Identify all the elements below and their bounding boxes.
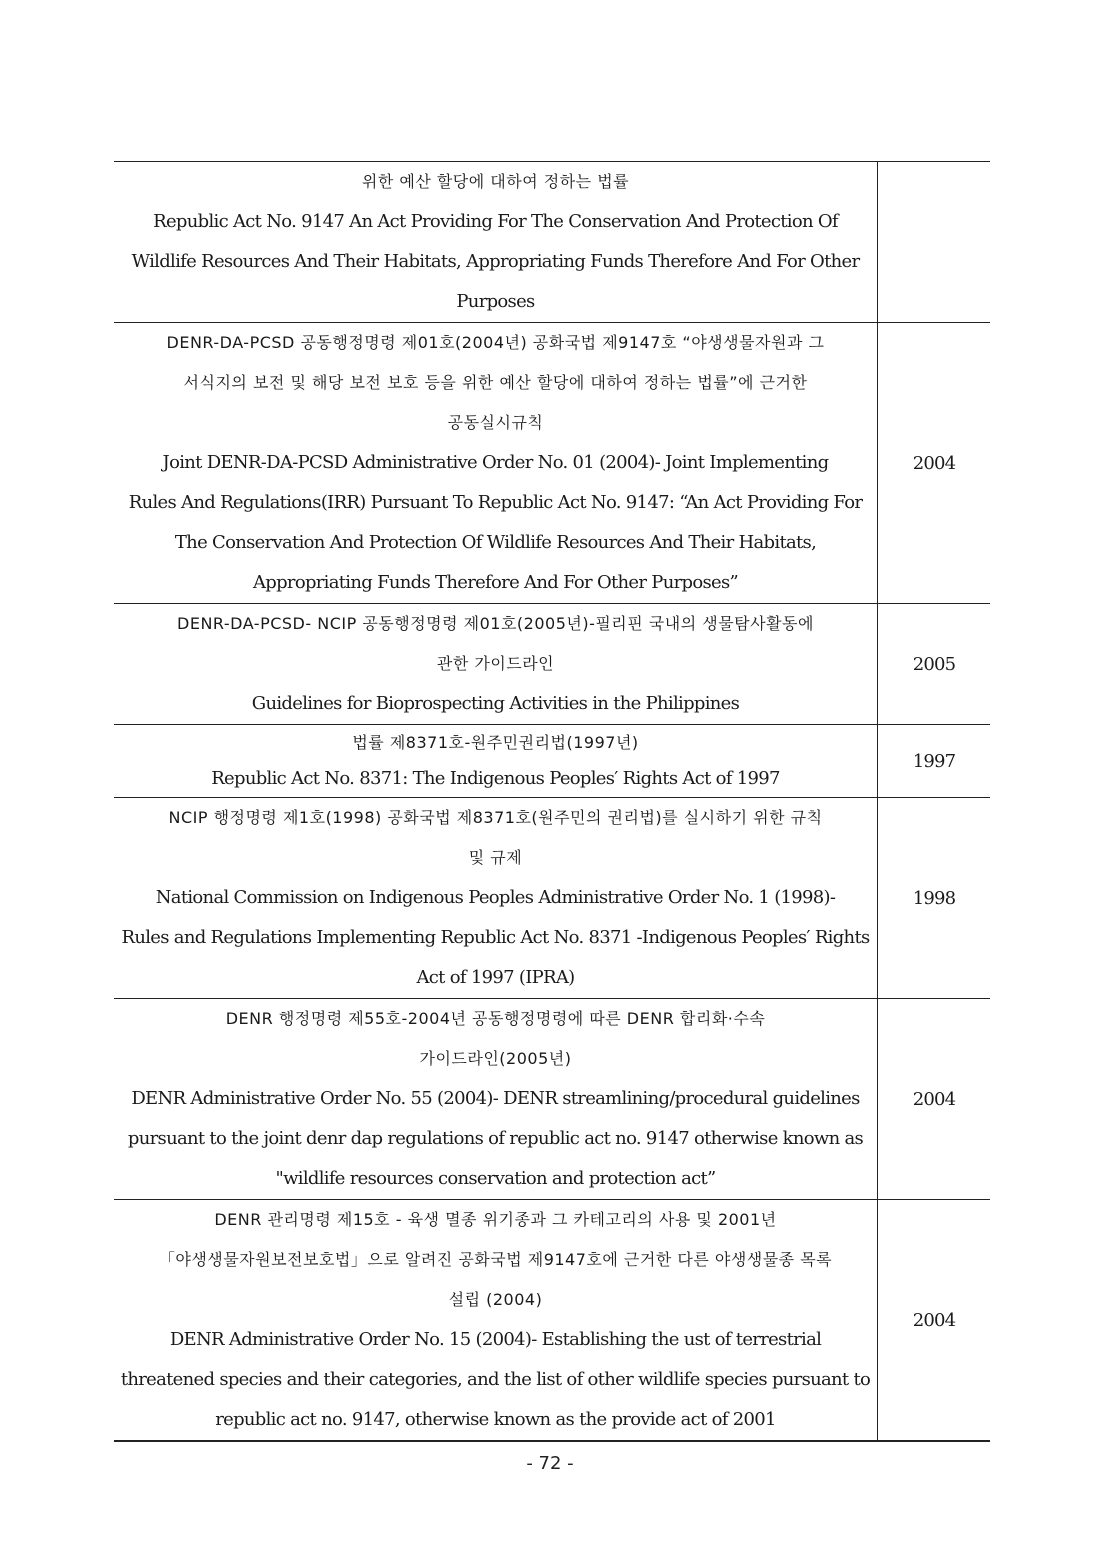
title-line-en: Appropriating Funds Therefore And For Other Purposes” [252,572,739,593]
year-cell [878,162,991,323]
year-cell: 2004 [912,1309,956,1331]
title-line-ko: 위한 예산 할당에 대하여 정하는 법률 [361,172,630,191]
title-line-ko: 관한 가이드라인 [436,654,555,673]
title-line-en: threatened species and their categories, and the list of other wildlife species pursuant to [120,1369,871,1390]
title-cell [114,725,878,798]
title-line-ko: DENR-DA-PCSD- NCIP 공동행정명령 제01호(2005년)-필리핀 국내의 생물탐사활동에 [177,614,814,633]
title-line-en: The Conservation And Protection Of Wildlife Resources And Their Habitats, [174,532,817,553]
table-row [114,725,990,798]
title-line-en: DENR Administrative Order No. 55 (2004)- DENR streamlining/procedural guidelines [131,1088,860,1109]
title-cell [114,323,878,604]
title-line-en: Wildlife Resources And Their Habitats, Appropriating Funds Therefore And For Other [131,251,860,272]
title-line-en: DENR Administrative Order No. 15 (2004)- Establishing the ust of terrestrial [169,1329,822,1350]
table-row [114,162,990,323]
title-line-ko: 및 규제 [468,848,523,867]
table-row [114,1200,990,1442]
title-line-en: Act of 1997 (IPRA) [416,967,575,988]
title-cell [114,999,878,1200]
title-line-en: republic act no. 9147, otherwise known as the provide act of 2001 [215,1409,776,1430]
title-line-ko: 「야생생물자원보전보호법」으로 알려진 공화국법 제9147호에 근거한 다른 야생생물종 목록 [158,1250,833,1269]
title-line-en: Republic Act No. 9147 An Act Providing For The Conservation And Protection Of [153,211,838,232]
title-line-ko: 가이드라인(2005년) [419,1049,572,1068]
title-line-ko: 법률 제8371호-원주민권리법(1997년) [352,733,639,752]
year-cell: 2004 [912,1088,956,1110]
title-line-en: Republic Act No. 8371: The Indigenous Peoples′ Rights Act of 1997 [211,768,780,789]
title-cell [114,1200,878,1442]
table-row [114,999,990,1200]
title-line-ko: NCIP 행정명령 제1호(1998) 공화국법 제8371호(원주민의 권리법)를 실시하기 위한 규칙 [168,808,823,827]
title-line-en: "wildlife resources conservation and protection act” [275,1168,716,1189]
title-line-en: National Commission on Indigenous Peoples Administrative Order No. 1 (1998)- [155,887,836,908]
title-cell [114,604,878,725]
title-line-ko: DENR-DA-PCSD 공동행정명령 제01호(2004년) 공화국법 제9147호 “야생생물자원과 그 [166,333,825,352]
title-line-en: Guidelines for Bioprospecting Activities in the Philippines [251,693,740,714]
title-cell [114,798,878,999]
title-line-ko: DENR 관리명령 제15호 - 육생 멸종 위기종과 그 카테고리의 사용 및 2001년 [214,1210,777,1229]
title-line-ko: 서식지의 보전 및 해당 보전 보호 등을 위한 예산 할당에 대하여 정하는 법률”에 근거한 [183,373,808,392]
year-cell: 2005 [912,653,956,675]
title-line-en: pursuant to the joint denr dap regulations of republic act no. 9147 otherwise known as [127,1128,864,1149]
table-row [114,798,990,999]
title-line-ko: 설립 (2004) [448,1290,543,1309]
table-row [114,323,990,604]
title-line-en: Rules And Regulations(IRR) Pursuant To Republic Act No. 9147: “An Act Providing For [128,492,863,513]
title-line-en: Joint DENR-DA-PCSD Administrative Order No. 01 (2004)- Joint Implementing [162,452,829,473]
title-line-en: Purposes [456,291,535,312]
year-cell: 1998 [912,887,956,909]
regulations-table [114,161,990,1442]
year-cell: 1997 [912,750,956,772]
title-line-ko: 공동실시규칙 [447,413,544,432]
table-row [114,604,990,725]
title-line-ko: DENR 행정명령 제55호-2004년 공동행정명령에 따른 DENR 합리화·수속 [225,1009,766,1028]
page-number: - 72 - [526,1453,574,1474]
title-line-en: Rules and Regulations Implementing Republic Act No. 8371 -Indigenous Peoples′ Rights [121,927,870,948]
title-cell [114,162,878,323]
year-cell: 2004 [912,452,956,474]
